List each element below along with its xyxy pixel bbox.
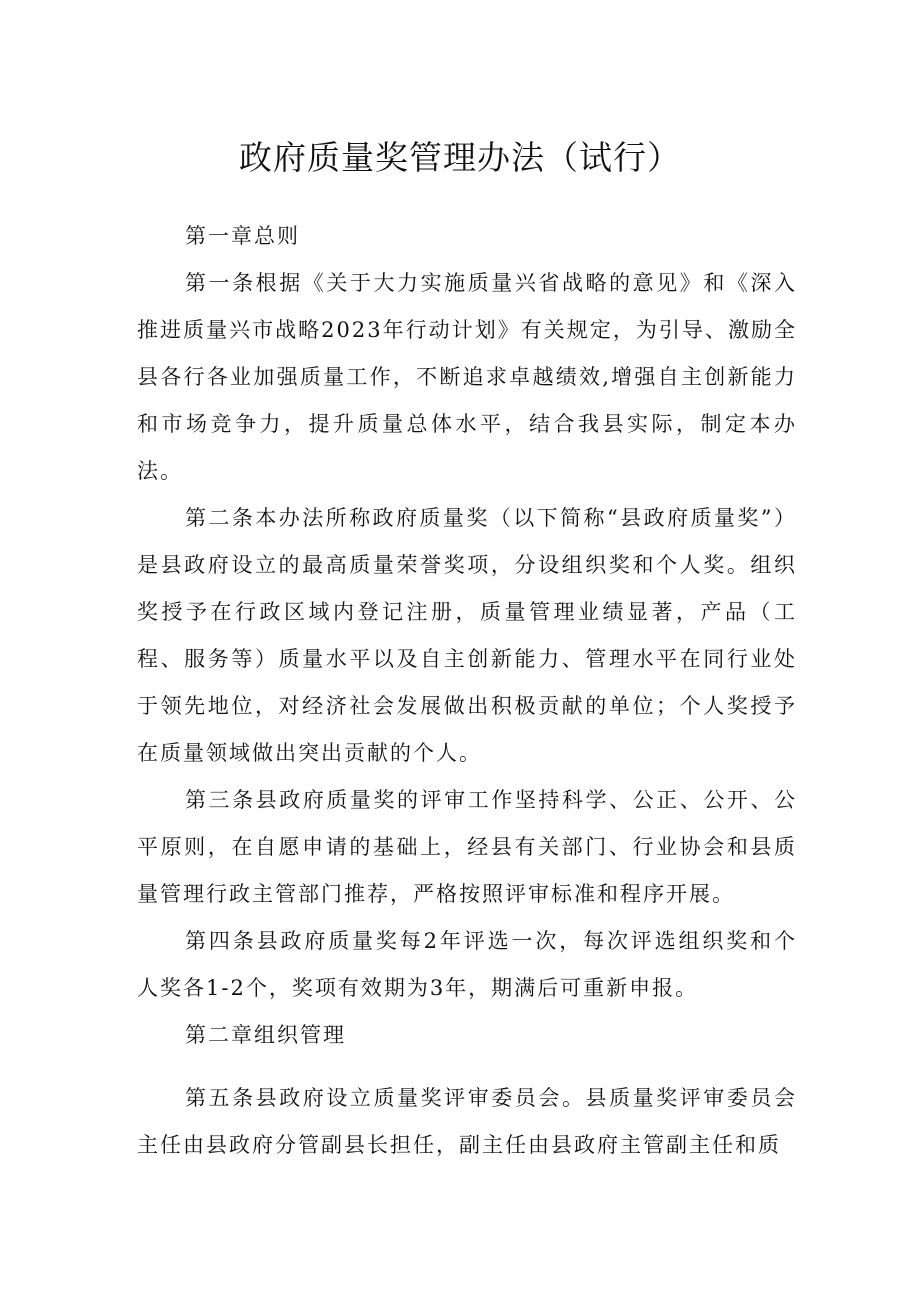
chapter-heading-2: 第二章组织管理 xyxy=(185,1023,346,1047)
article-2: 第二条本办法所称政府质量奖（以下简称“县政府质量奖”）是县政府设立的最高质量荣誉奖项，分设组织奖和个人奖。组织奖授予在行政区域内登记注册，质量管理业绩显著，产品（工程、服务等）质量水平以及自主创新能力、管理水平在同行业处于领先地位，对经济社会发展做出积极贡献的单位；个人奖授予在质量领域做出突出贡献的个人。 xyxy=(137,506,797,765)
document-title: 政府质量奖管理办法（试行） xyxy=(239,138,681,177)
article-3: 第三条县政府质量奖的评审工作坚持科学、公正、公开、公平原则，在自愿申请的基础上，经县有关部门、行业协会和县质量管理行政主管部门推荐，严格按照评审标准和程序开展。 xyxy=(137,788,797,906)
chapter-heading-1: 第一章总则 xyxy=(185,224,300,248)
article-5: 第五条县政府设立质量奖评审委员会。县质量奖评审委员会主任由县政府分管副县长担任，副主任由县政府主管副主任和质 xyxy=(137,1086,797,1157)
article-1: 第一条根据《关于大力实施质量兴省战略的意见》和《深入推进质量兴市战略2023年行动计划》有关规定，为引导、激励全县各行各业加强质量工作，不断追求卓越绩效,增强自主创新能力和市场竞争力，提升质量总体水平，结合我县实际，制定本办法。 xyxy=(137,271,797,483)
article-4: 第四条县政府质量奖每2年评选一次，每次评选组织奖和个人奖各1-2个，奖项有效期为3年，期满后可重新申报。 xyxy=(137,929,797,1000)
document-body xyxy=(137,213,797,1169)
